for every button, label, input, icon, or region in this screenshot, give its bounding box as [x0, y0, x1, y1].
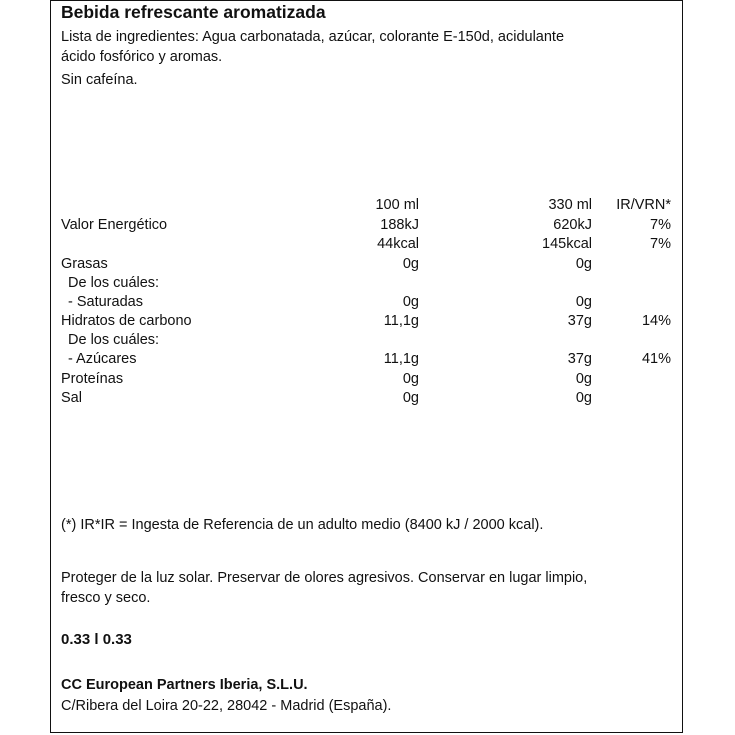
row-value-330ml: 620kJ: [553, 217, 592, 233]
row-label: Valor Energético: [61, 217, 168, 233]
company-name: CC European Partners Iberia, S.L.U.: [61, 677, 308, 693]
row-label: Proteínas: [61, 371, 124, 387]
row-value-100ml: 44kcal: [377, 236, 419, 252]
row-label: De los cuáles:: [68, 332, 160, 348]
product-title: Bebida refrescante aromatizada: [61, 2, 326, 22]
row-value-100ml: 0g: [402, 371, 419, 387]
ingredients-line-1: Lista de ingredientes: Agua carbonatada, azúcar, colorante E-150d, acidulante: [61, 29, 565, 45]
row-value-330ml: 0g: [575, 294, 592, 310]
row-value-100ml: 11,1g: [383, 351, 419, 367]
header-100ml: 100 ml: [375, 197, 419, 213]
row-label: Grasas: [61, 256, 108, 272]
row-value-ir: 7%: [650, 236, 671, 252]
row-value-ir: 7%: [650, 217, 671, 233]
row-value-100ml: 188kJ: [380, 217, 419, 233]
row-label: - Saturadas: [68, 294, 143, 310]
company-address: C/Ribera del Loira 20-22, 28042 - Madrid (España).: [61, 698, 392, 714]
row-value-100ml: 11,1g: [383, 313, 419, 329]
caffeine-note: Sin cafeína.: [61, 72, 138, 88]
row-value-330ml: 37g: [567, 351, 592, 367]
row-value-100ml: 0g: [402, 390, 419, 406]
row-value-ir: 14%: [641, 313, 671, 329]
row-value-100ml: 0g: [402, 294, 419, 310]
row-label: De los cuáles:: [68, 275, 160, 291]
row-value-100ml: 0g: [402, 256, 419, 272]
row-label: Sal: [61, 390, 82, 406]
storage-line-2: fresco y seco.: [61, 590, 151, 606]
row-label: - Azúcares: [68, 351, 137, 367]
row-value-330ml: 0g: [575, 256, 592, 272]
header-330ml: 330 ml: [548, 197, 592, 213]
quantity: 0.33 l 0.33: [61, 631, 132, 648]
row-value-330ml: 37g: [567, 313, 592, 329]
storage-line-1: Proteger de la luz solar. Preservar de olores agresivos. Conservar en lugar limpio,: [61, 570, 588, 586]
header-ir-vrn: IR/VRN*: [616, 197, 671, 213]
row-value-330ml: 145kcal: [542, 236, 592, 252]
row-value-ir: 41%: [641, 351, 671, 367]
row-value-330ml: 0g: [575, 390, 592, 406]
row-label: Hidratos de carbono: [61, 313, 192, 329]
ingredients-line-2: ácido fosfórico y aromas.: [61, 49, 223, 65]
row-value-330ml: 0g: [575, 371, 592, 387]
reference-footnote: (*) IR*IR = Ingesta de Referencia de un adulto medio (8400 kJ / 2000 kcal).: [61, 517, 544, 533]
